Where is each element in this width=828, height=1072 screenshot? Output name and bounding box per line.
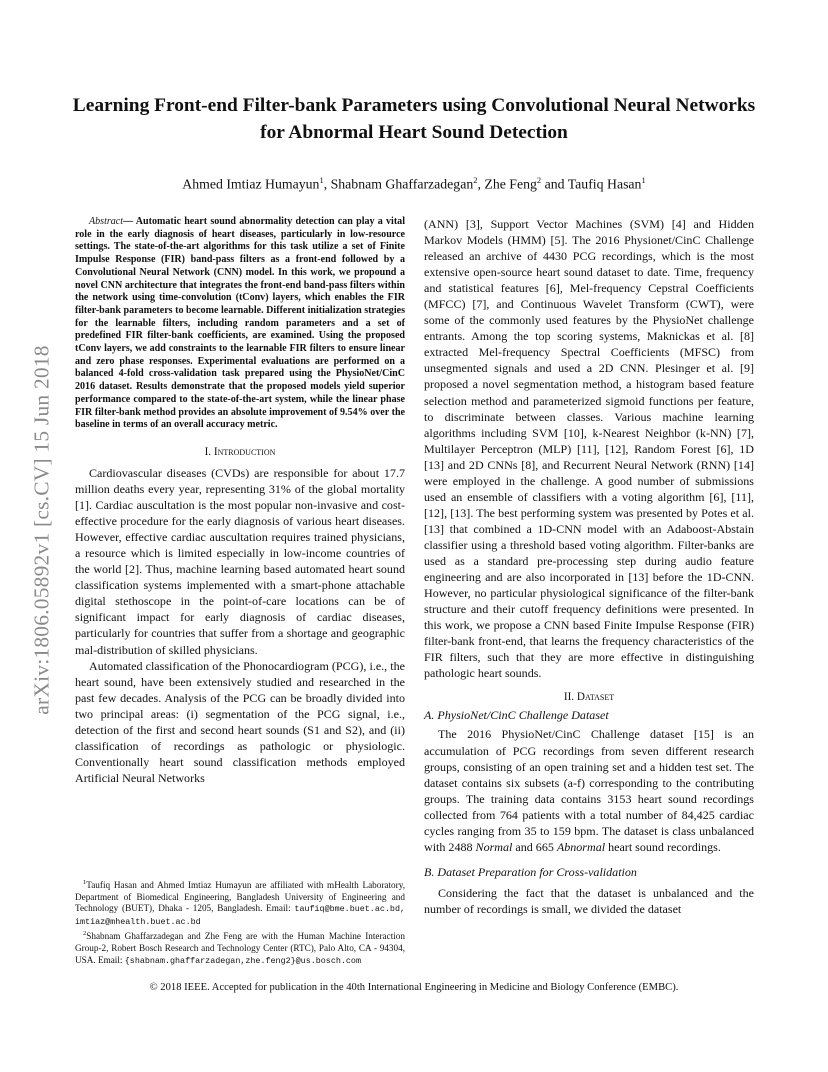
abstract [75,216,405,432]
author-affiliation-mark: 1 [319,175,324,185]
author-list [60,171,768,194]
section-heading-introduction [75,444,405,460]
footnote-text: Shabnam Ghaffarzadegan and Zhe Feng are with the Human Machine Interaction Group-2, Robert Bosch Research and Technology Center (RTC), Palo Alto, CA - 94304, USA. Email: [75,931,405,965]
footnote-mark: 2 [83,930,87,938]
author-name: Zhe Feng [484,176,537,192]
dataset-paragraph [424,726,754,854]
section-numeral: II. [563,691,575,704]
section-title: Introduction [213,445,276,458]
footnotes [75,877,405,967]
abstract-dash: — [123,216,134,227]
author-separator: and [541,176,568,192]
dataset-text: heart sound recordings. [605,839,721,854]
author-separator: , [323,176,331,192]
abnormal-term: Abnormal [556,839,606,854]
author-separator: , [477,176,485,192]
abstract-label: Abstract [89,216,124,227]
copyright-notice: © 2018 IEEE. Accepted for publication in the 40th International Engineering in Medicine and Biology Conference (EMBC). [149,982,679,993]
author-name: Taufiq Hasan [567,176,642,192]
intro-paragraph-2: Automated classification of the Phonocardiogram (PCG), i.e., the heart sound, have been extensively studied and researched in the past few decades. Analysis of the PCG can be broadly divided into two principal areas: (i) segmentation of the PCG signal, i.e., detection of the first and second heart sounds (S1 and S2), and (ii) classification of recordings as pathologic or physiologic. Conventionally heart sound classification methods employed Artificial Neural Networks [75,658,405,785]
normal-term: Normal [475,839,513,854]
paper-title: Learning Front-end Filter-bank Parameters using Convolutional Neural Networks for Abnormal Heart Sound Detection [72,95,756,143]
arxiv-identifier-stamp: arXiv:1806.05892v1 [cs.CV] 15 Jun 2018 [29,345,54,715]
right-column [424,216,754,917]
author-affiliation-mark: 1 [641,175,646,185]
author-name: Shabnam Ghaffarzadegan [330,176,474,192]
section-title: Dataset [576,691,615,704]
dataset-text: The 2016 PhysioNet/CinC Challenge dataset [15] is an accumulation of PCG recordings from seven different research groups, consisting of an open training set and a hidden test set. The dataset contains six subsets (a-f) corresponding to the contributing groups. The training data contains 3153 heart sound recordings collected from 764 patients with a total number of 84,425 cardiac cycles ranging from 35 to 159 bpm. The dataset is class unbalanced with 2488 [424,727,754,854]
author-affiliation-mark: 2 [473,175,478,185]
section-numeral: I. [204,445,212,458]
intro-paragraph-2-continued: (ANN) [3], Support Vector Machines (SVM) [4] and Hidden Markov Models (HMM) [5]. The 2016 Physionet/CinC Challenge released an archive of 4430 PCG recordings, which is the most extensive open-source heart sound dataset to date. Time, frequency and statistical features [6], Mel-frequency Cepstral Coefficients (MFCC) [7], and Continuous Wavelet Transform (CWT), were some of the commonly used features by the PhysioNet challenge entrants. Among the top scoring systems, Maknickas et al. [8] extracted Mel-frequency Spectral Coefficients (MFSC) from unsegmented signals and used a 2D CNN. Plesinger et al. [9] proposed a novel segmentation method, a histogram based feature selection method and parameterized sigmoid functions per feature, to discriminate between classes. Various machine learning algorithms including SVM [10], k-Nearest Neighbor (k-NN) [7], Multilayer Perceptron (MLP) [11], [12], Random Forest [6], 1D [13] and 2D CNNs [8], and Recurrent Neural Network (RNN) [14] were employed in the challenge. A good number of submissions used an ensemble of classifiers with a voting algorithm [6], [11], [12], [13]. The best performing system was presented by Potes et al. [13] that combined a 1D-CNN model with an Adaboost-Abstain classifier using a threshold based voting algorithm. Filter-banks are used as a standard pre-processing step during audio feature engineering and are also incorporated in [13] before the 1D-CNN. However, no particular physiological significance of the filter-bank structure and their cutoff frequency definitions were presented. In this work, we propose a CNN based Finite Impulse Response (FIR) filter-bank front-end, that learns the frequency characteristics of the FIR filters, such that they are more effective in distinguishing pathologic heart sounds. [424,217,754,681]
dataset-text: and 665 [512,839,557,854]
footnote-email: {shabnam.ghaffarzadegan,zhe.feng2}@us.bosch.com [124,955,361,966]
intro-paragraph-1: Cardiovascular diseases (CVDs) are responsible for about 17.7 million deaths every year, representing 31% of the global mortality [1]. Cardiac auscultation is the most popular non-invasive and cost-effective procedure for the early diagnosis of various heart diseases. However, effective cardiac auscultation requires trained physicians, a resource which is limited especially in low-income countries of the world [2]. Thus, machine learning based automated heart sound classification systems implemented with a smart-phone attachable digital stethoscope in the point-of-care locations can be of significant impact for early diagnosis of cardiac diseases, particularly for countries that suffer from a shortage and geographic mal-distribution of skilled physicians. [75,466,405,657]
cross-validation-paragraph: Considering the fact that the dataset is unbalanced and the number of recordings is small, we divided the dataset [424,885,754,916]
section-heading-dataset [424,689,754,705]
author-affiliation-mark: 2 [536,175,542,185]
footnote-text: Taufiq Hasan and Ahmed Imtiaz Humayun are affiliated with mHealth Laboratory, Department of Biomedical Engineering, Bangladesh University of Engineering and Technology (BUET), Dhaka - 1205, Bangladesh. Email: [75,880,405,914]
footnote-2 [75,928,405,967]
footnote-email: taufiq@bme.buet.ac.bd, imtiaz@mhealth.buet.ac.bd [75,904,405,927]
subsection-heading-cross-validation: B. Dataset Preparation for Cross-validation [424,864,637,879]
left-column [75,216,405,786]
footnote-1 [75,877,405,928]
abstract-text: Automatic heart sound abnormality detection can play a vital role in the early diagnosis of heart diseases, particularly in low-resource settings. The state-of-the-art algorithms for this task utilize a set of Finite Impulse Response (FIR) band-pass filters as a front-end followed by a Convolutional Neural Network (CNN) model. In this work, we propound a novel CNN architecture that integrates the front-end band-pass filters within the network using time-convolution (tConv) layers, which enables the FIR filter-bank parameters to become learnable. Different initialization strategies for the learnable filters, including random parameters and a set of predefined FIR filter-bank coefficients, are examined. Using the proposed tConv layers, we add constraints to the learnable FIR filters to ensure linear and zero phase responses. Experimental evaluations are performed on a balanced 4-fold cross-validation task prepared using the PhysioNet/CinC 2016 dataset. Results demonstrate that the proposed models yield superior performance compared to the state-of-the-art system, while the linear phase FIR filter-bank method provides an absolute improvement of 9.54% over the baseline in terms of an overall accuracy metric. [75,216,405,431]
subsection-heading-challenge-dataset: A. PhysioNet/CinC Challenge Dataset [424,708,609,723]
footnote-mark: 1 [83,879,87,886]
author-name: Ahmed Imtiaz Humayun [182,176,320,192]
